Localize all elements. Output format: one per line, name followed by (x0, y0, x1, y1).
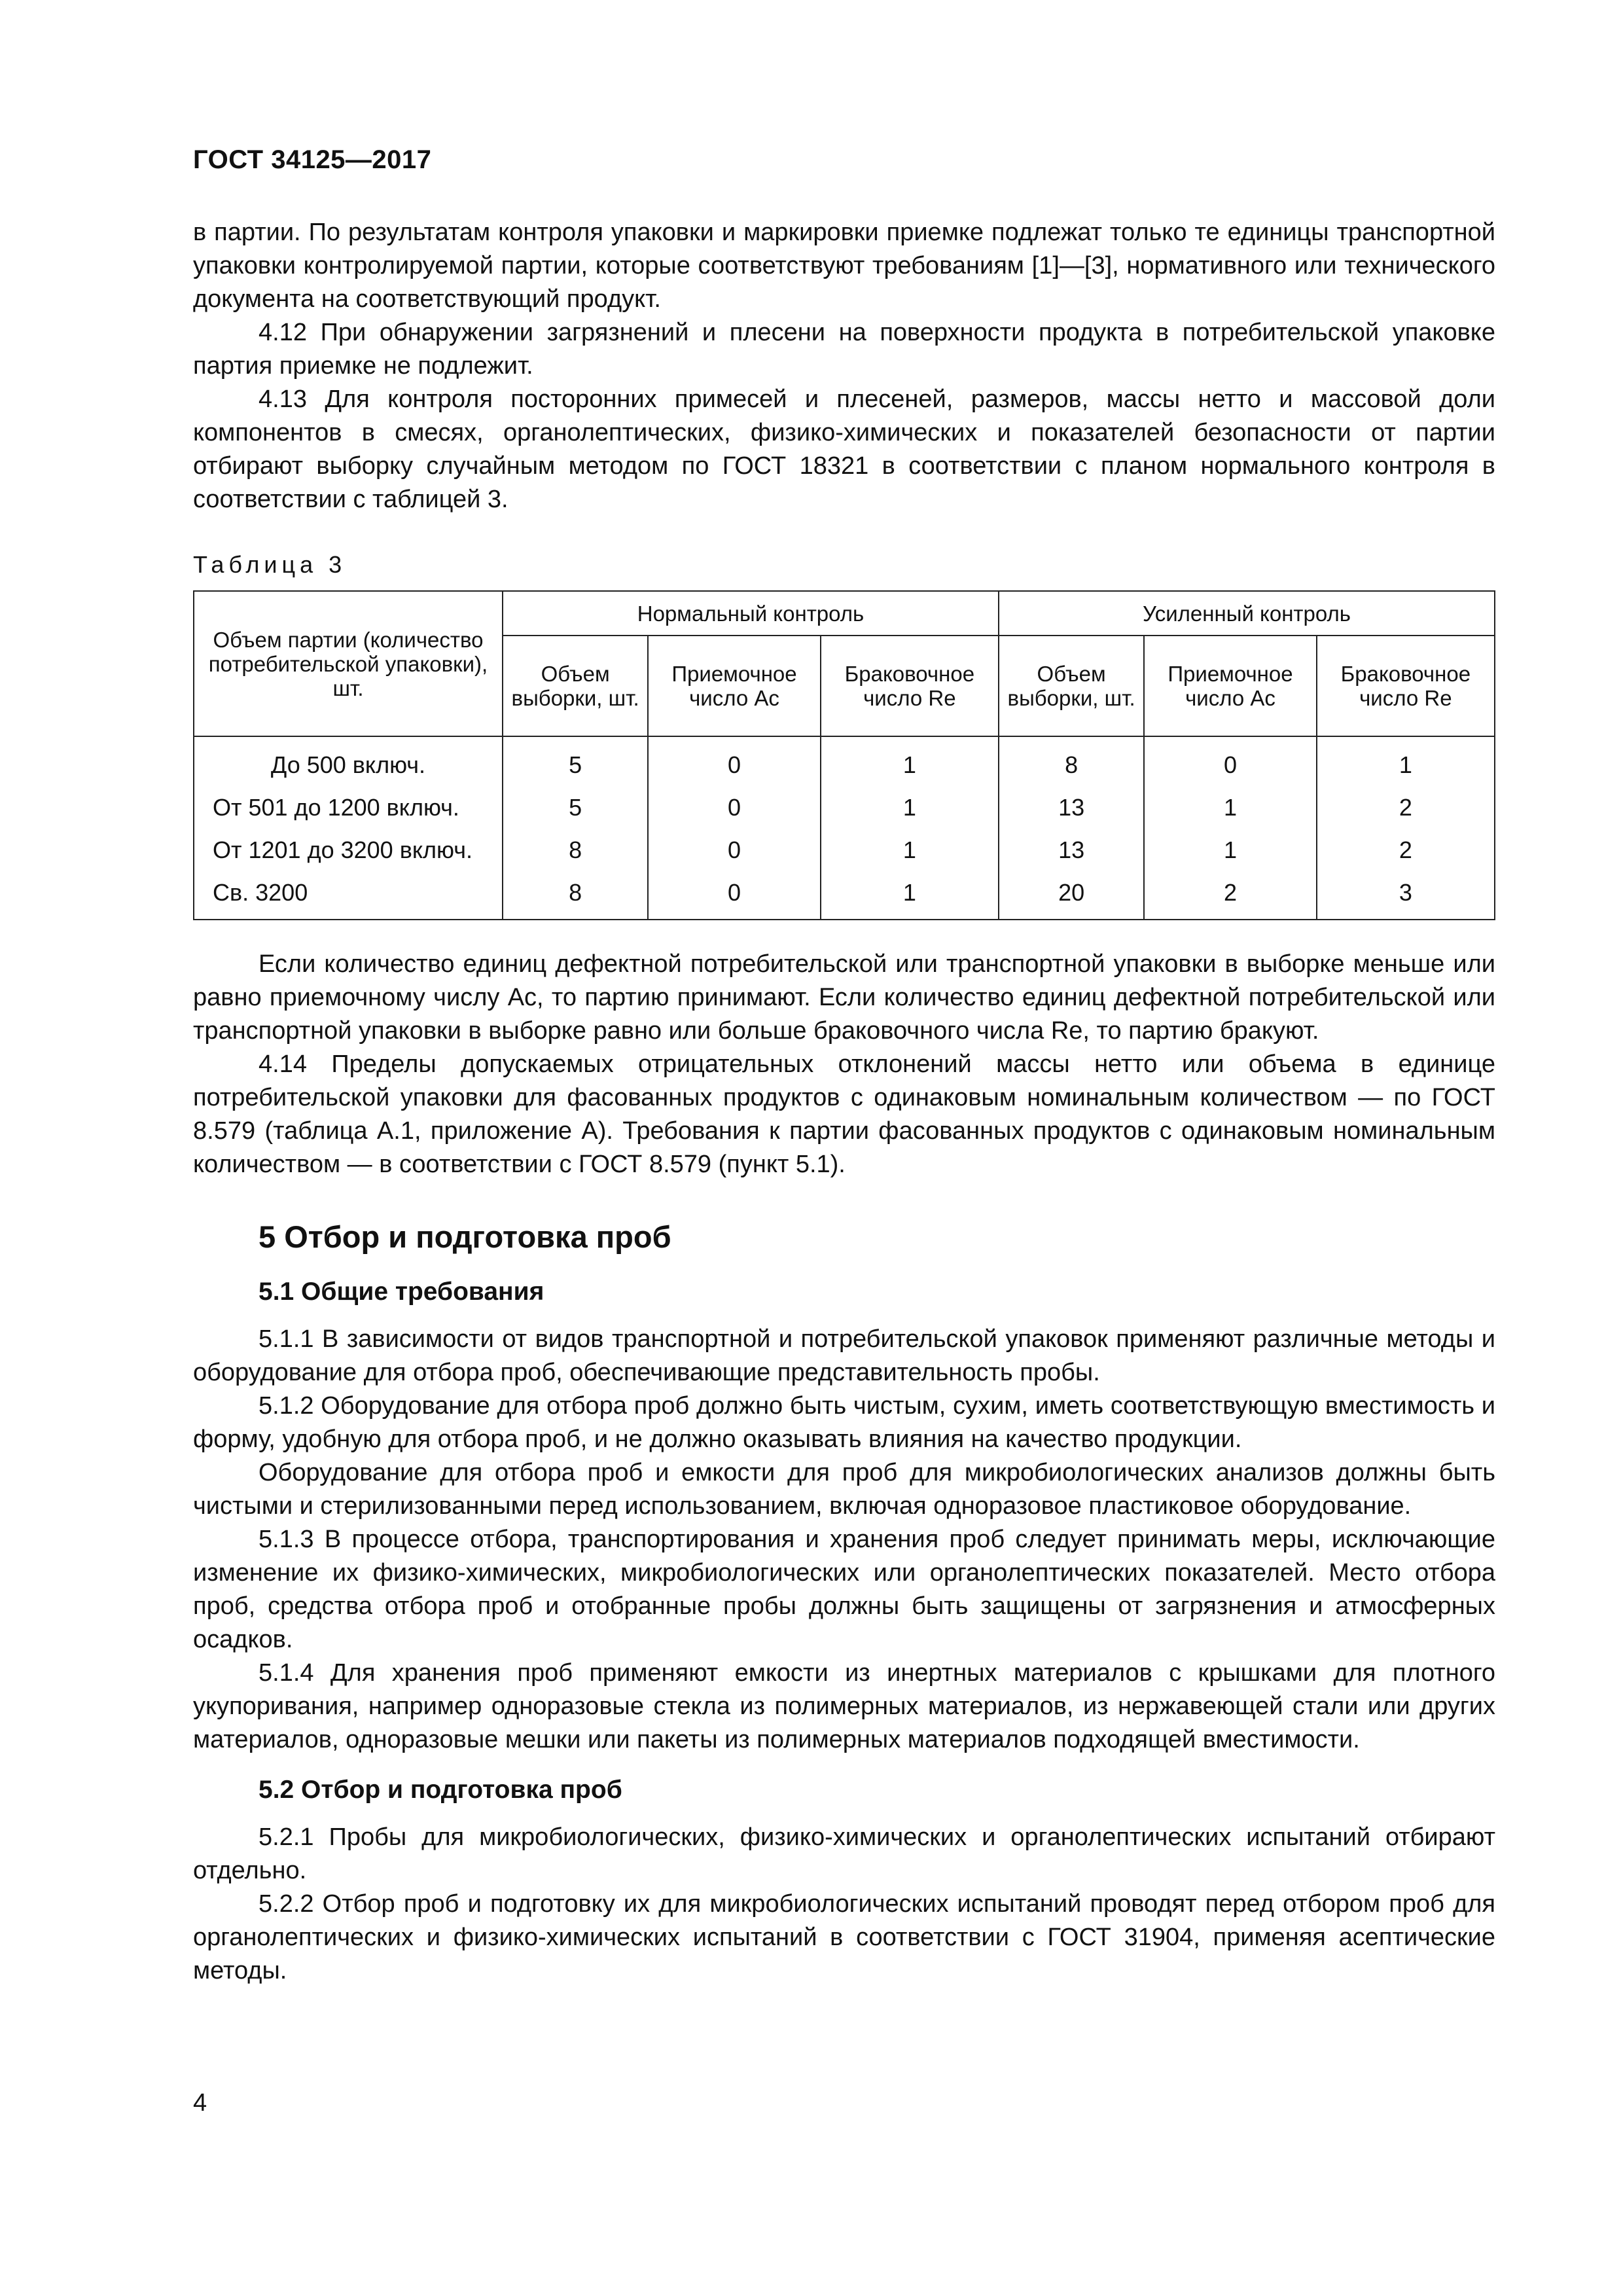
paragraph-4-14: 4.14 Пределы допускаемых отрицательных отклонений массы нетто или объема в единице потребительской упаковки для фасованных продуктов с одинаковым номинальным количеством — по ГОСТ 8.579 (таблица А.1, приложение А). Требования к партии фасованных продуктов с одинаковым номинальным количеством — в соответствии с ГОСТ 8.579 (пункт 5.1). (193, 1050, 1495, 1178)
table-cell: 0 (648, 736, 820, 786)
table-row (194, 871, 1495, 920)
paragraph-5-1-3: 5.1.3 В процессе отбора, транспортирования и хранения проб следует принимать меры, исключающие изменение их физико-химических, микробиологических или органолептических показателей. Место отбора проб, средства отбора проб и отобранные пробы должны быть защищены от загрязнения и атмосферных осадков. (193, 1526, 1495, 1653)
table-cell: 1 (821, 736, 999, 786)
table-cell: 3 (1317, 871, 1495, 920)
table-row (194, 736, 1495, 786)
post-table-text (193, 948, 1495, 1181)
row-label: От 501 до 1200 включ. (194, 786, 503, 829)
table-cell: 5 (503, 786, 648, 829)
row-label: От 1201 до 3200 включ. (194, 829, 503, 871)
group-header-normal: Нормальный контроль (503, 591, 999, 636)
subsection-5-2-heading: 5.2 Отбор и подготовка проб (259, 1776, 622, 1804)
table-row (194, 786, 1495, 829)
page-number: 4 (193, 2089, 207, 2117)
table-cell: 5 (503, 736, 648, 786)
document-header: ГОСТ 34125—2017 (193, 145, 432, 174)
row-label: До 500 включ. (194, 736, 503, 786)
group-header-tightened: Усиленный контроль (999, 591, 1495, 636)
paragraph-5-1-1: 5.1.1 В зависимости от видов транспортной и потребительской упаковок применяют различные методы и оборудование для отбора проб, обеспечивающие представительность пробы. (193, 1325, 1495, 1386)
sub-header: Браковочное число Re (1317, 636, 1495, 736)
table-cell: 20 (999, 871, 1144, 920)
table-cell: 0 (648, 786, 820, 829)
paragraph-4-13: 4.13 Для контроля посторонних примесей и плесеней, размеров, массы нетто и массовой доли компонентов в смесях, органолептических, физико-химических и показателей безопасности от партии отбирают выборку случайным методом по ГОСТ 18321 в соответствии с планом нормального контроля в соответствии с таблицей 3. (193, 386, 1495, 513)
paragraph-5-1-4: 5.1.4 Для хранения проб применяют емкости из инертных материалов с крышками для плотного укупоривания, например одноразовые стекла из полимерных материалов, из нержавеющей стали или других материалов, одноразовые мешки или пакеты из полимерных материалов подходящей вместимости. (193, 1659, 1495, 1753)
table-cell: 8 (999, 736, 1144, 786)
paragraph-5-2-1: 5.2.1 Пробы для микробиологических, физико-химических и органолептических испытаний отбирают отдельно. (193, 1823, 1495, 1884)
paragraph-4-12: 4.12 При обнаружении загрязнений и плесени на поверхности продукта в потребительской упаковке партия приемке не подлежит. (193, 319, 1495, 380)
section-5-heading: 5 Отбор и подготовка проб (259, 1219, 671, 1254)
table-caption: Таблица 3 (193, 551, 347, 578)
page-content (193, 216, 1495, 1988)
table-cell: 0 (1144, 736, 1316, 786)
table-cell: 1 (821, 871, 999, 920)
table-cell: 1 (1144, 829, 1316, 871)
paragraph-5-2-2: 5.2.2 Отбор проб и подготовку их для микробиологических испытаний проводят перед отбором проб для органолептических и физико-химических испытаний в соответствии с ГОСТ 31904, применяя асептические методы. (193, 1890, 1495, 1984)
table-cell: 13 (999, 829, 1144, 871)
table-cell: 0 (648, 871, 820, 920)
table-cell: 2 (1144, 871, 1316, 920)
paragraph-continuation: в партии. По результатам контроля упаковки и маркировки приемке подлежат только те единицы транспортной упаковки контролируемой партии, которые соответствуют требованиям [1]—[3], нормативного или технического документа на соответствующий продукт. (193, 219, 1495, 313)
corner-header: Объем партии (количество потребительской упаковки), шт. (194, 591, 503, 736)
row-label: Св. 3200 (194, 871, 503, 920)
table-cell: 13 (999, 786, 1144, 829)
paragraph-acceptance-rule: Если количество единиц дефектной потребительской или транспортной упаковки в выборке меньше или равно приемочному числу Ac, то партию принимают. Если количество единиц дефектной потребительской или транспортной упаковки в выборке равно или больше браковочного числа Re, то партию бракуют. (193, 950, 1495, 1045)
table-row (194, 829, 1495, 871)
sub-header: Объем выборки, шт. (999, 636, 1144, 736)
table-cell: 2 (1317, 786, 1495, 829)
sub-header: Объем выборки, шт. (503, 636, 648, 736)
sub-header: Приемочное число Ac (1144, 636, 1316, 736)
sampling-plan-table (193, 590, 1495, 920)
paragraph-5-1-2-cont: Оборудование для отбора проб и емкости для проб для микробиологических анализов должны быть чистыми и стерилизованными перед использованием, включая одноразовое пластиковое оборудование. (193, 1459, 1495, 1520)
table-cell: 1 (821, 786, 999, 829)
table-cell: 1 (1144, 786, 1316, 829)
table-cell: 0 (648, 829, 820, 871)
subsection-5-1-heading: 5.1 Общие требования (259, 1278, 544, 1306)
table-cell: 2 (1317, 829, 1495, 871)
table-cell: 8 (503, 829, 648, 871)
sub-header: Браковочное число Re (821, 636, 999, 736)
table-cell: 1 (821, 829, 999, 871)
sub-header: Приемочное число Ac (648, 636, 820, 736)
paragraph-5-1-2: 5.1.2 Оборудование для отбора проб должно быть чистым, сухим, иметь соответствующую вместимость и форму, удобную для отбора проб, и не должно оказывать влияния на качество продукции. (193, 1392, 1495, 1453)
table-cell: 1 (1317, 736, 1495, 786)
table-cell: 8 (503, 871, 648, 920)
